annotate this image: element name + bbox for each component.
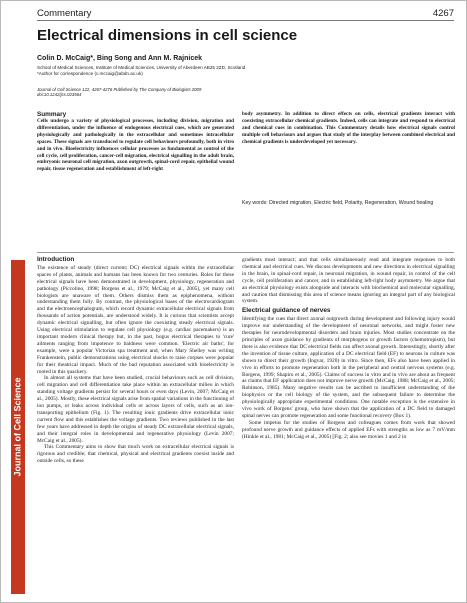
section-divider — [37, 252, 454, 253]
intro-continuation: gradients must interact; and that cells simultaneously read and integrate responses to both chemical and electrical cues. We discuss developments and new directions in electrical signalling in the brain, in spinal-cord repair, in neuronal migration, in wound repair, in control of the cell cycle, cell proliferation and cancer, and in establishing left-right body asymmetry. We argue that an electrical physiology exists alongside and interacts with biochemical and molecular signalling, and caution that dismissing this area of science means ignoring an integral part of any biological system. — [242, 257, 455, 305]
intro-paragraph: The existence of steady (direct current; DC) electrical signals within the extracellular spaces of plants, animals and humans has been known for two centuries. Roles for these electrical signals have been demonstrated in development, physiology, regeneration and pathology (Piccolino, 1998; Borgens et al., 1979; McCaig et al., 2005), yet many cell biologists are unaware of them. Others dismiss them as epiphenomena, without understanding them fully. By contrast, the physiological bases of the electrocardiogram and the electroencephalogram, which record dynamic extracellular electrical signals from thousands of action potentials, are understood widely. It is curious that scientists accept dynamic electrical signalling, but often ignore the coexisting steady electrical signals. Using electrical stimulation to regulate cell physiology (e.g. cardiac pacemakers) is an important modern clinical therapy but, in the past, bogus electrical therapies to 'cure' ailments ranging from impotence to baldness were common. 'Electric air baths', for example, were a popular Victorian spa treatment and, when Mary Shelley was writing Frankenstein, public demonstrations using electrical shocks to raise corpses were popular for their theatrical impact. Much of the bad reputation associated with bioelectricity is rooted in this quackery. — [37, 264, 234, 375]
intro-paragraph: This Commentary aims to show that much work on extracellular electrical signals is rigorous and credible; that chemical, physical and electrical gradients coexist inside and outside cells, so these — [37, 444, 234, 465]
article-title: Electrical dimensions in cell science — [37, 27, 298, 44]
summary-text-right: body asymmetry. In addition to direct effects on cells, electrical gradients interact with coexisting extracellular chemical gradients. Indeed, cells can integrate and respond to electrical and chemical cues in combination. This Commentary details how electrical signals control multiple cell behaviours and argues that study of the interplay between combined electrical and chemical gradients is underdeveloped yet necessary. — [242, 111, 455, 145]
summary-heading: Summary — [37, 111, 67, 118]
header-rule — [37, 20, 454, 21]
running-header — [37, 5, 454, 19]
journal-name: Journal of Cell Science — [13, 377, 23, 477]
author-list: Colin D. McCaig*, Bing Song and Ann M. Rajnicek — [37, 55, 203, 62]
nerve-paragraph: Identifying the cues that direct axonal outgrowth during development and following injury would improve our understanding of the development of neuronal networks, and might foster new therapies for neurodevelopmental disorders and brain injuries. Most studies concentrate on the principles of axon guidance by gradients of morphogens or growth factors (chemotropism), but there is also evidence that DC electrical fields can affect axonal growth. Interestingly, shortly after the invention of tissue culture, application of a DC electrical field (EF) to neurons in culture was shown to direct their growth (Ingvar, 1920) in vitro. Since then, EFs also have been applied in vivo in efforts to promote regeneration both in the peripheral and central nervous systems (e.g. Borgens, 1999; Shapiro et al., 2005). Claims of success in vitro and in vivo are about as frequent as claims that EF application does not improve nerve growth (McCaig, 1988; McCaig et al., 2005; Robinson, 1985). Many negative results can be ascribed to insufficient understanding of the biophysics or the cell biology of the system, and the subsequent failure to determine the physiologically appropriate experimental conditions. One notable exception is the extensive in vivo work of Borgens' group, who have shown that the application of a DC field to damaged spinal nerves can promote regeneration and some functional recovery (Box 1). — [242, 316, 455, 419]
right-column — [242, 257, 455, 441]
intro-paragraph: In almost all systems that have been studied, crucial behaviours such as cell division, cell migration and cell differentiation take place within an extracellular milieu in which standing voltage gradients persist for several hours or even days (Levin, 2007; McCaig et al., 2005). Mostly, these electrical signals arise from spatial variations in the functioning of ion pumps, or leaks across individual cells or across layers of cells, such as an ion-transporting epithelium (Fig. 1). The resulting ionic gradients drive extracellular ionic current flow and this establishes the voltage gradients. Two reviews published in the last few years have addressed in depth the origins of steady DC extracellular electrical signals, and their integral roles in developmental and regenerative physiology (Levin 2007; McCaig et al., 2005). — [37, 375, 234, 444]
introduction-heading: Introduction — [37, 256, 75, 263]
keywords: Key words: Directed migration, Electric field, Polarity, Regeneration, Wound healing — [242, 200, 434, 206]
affiliation-line: School of Medical Sciences, Institute of Medical Sciences, University of Aberdeen AB25 2ZD, Scotland — [37, 65, 246, 70]
affiliation — [37, 65, 245, 76]
left-column — [37, 257, 234, 465]
doi: doi:10.1242/jcs.023564 — [37, 92, 82, 98]
page-number: 4267 — [432, 8, 454, 19]
correspondence-line: *Author for correspondence (c.mccaig@abdn.ac.uk) — [37, 70, 143, 76]
section-label: Commentary — [37, 8, 92, 19]
journal-side-label — [11, 260, 25, 594]
publication-info — [37, 87, 201, 98]
nerve-guidance-heading: Electrical guidance of nerves — [242, 307, 331, 315]
journal-citation: Journal of Cell Science 122, 4267-4276 Published by The Company of Biologists 2009 — [37, 87, 202, 92]
summary-text-left: Cells undergo a variety of physiological processes, including division, migration and differentiation, under the influence of endogenous electrical cues, which are generated physiologically and pathologically in the extracellular and sometimes intracellular spaces. These signals are transduced to regulate cell behaviours profoundly, both in vitro and in vivo. Bioelectricity influences cellular processes as fundamental as control of the cell cycle, cell proliferation, cancer-cell migration, electrical signalling in the adult brain, embryonic neuronal cell migration, axon outgrowth, spinal-cord repair, epithelial wound repair, tissue regeneration and establishment of left-right — [37, 118, 234, 173]
nerve-paragraph: Some impetus for the studies of Borgens and colleagues comes from work that showed profound nerve growth and guidance effects of applied EFs with strengths as low as 7 mV/mm (Hinkle et al., 1981; McCaig et al., 2005) [Fig. 2; also see movies 1 and 2 in — [242, 419, 455, 440]
